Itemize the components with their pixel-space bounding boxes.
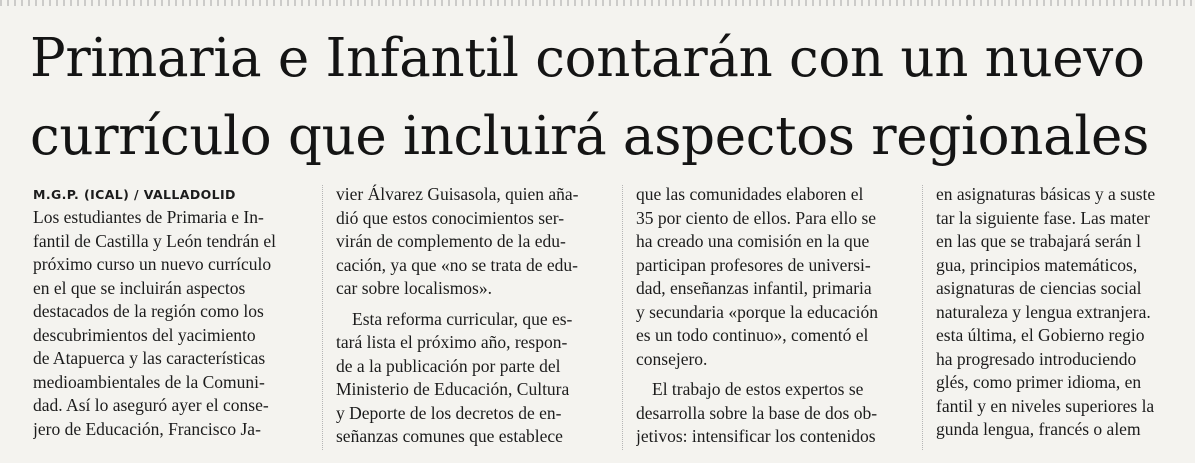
text-line: medioambientales de la Comuni- <box>33 371 265 392</box>
paragraph-gap <box>636 371 921 378</box>
paragraph <box>336 308 621 449</box>
headline-line: Primaria e Infantil contarán con un nuevo <box>30 28 1145 89</box>
text-line: Esta reforma curricular, que es- <box>352 308 573 329</box>
text-line: El trabajo de estos expertos se <box>652 379 864 399</box>
text-line: de Atapuerca y las características <box>33 348 266 368</box>
column-1-body <box>33 206 318 441</box>
text-line: tar la siguiente fase. Las mater <box>936 207 1150 228</box>
article-column-3 <box>636 183 921 453</box>
headline <box>30 20 1195 176</box>
text-line: virán de complemento de la edu- <box>336 231 566 251</box>
text-line: gunda lengua, francés o alem <box>936 419 1141 439</box>
column-3-body <box>636 183 921 449</box>
text-line: dad. Así lo aseguró ayer el conse- <box>33 395 269 415</box>
text-line: participan profesores de universi- <box>636 254 871 275</box>
top-rule <box>0 0 1195 6</box>
paragraph <box>336 183 621 301</box>
text-line: asignaturas de ciencias social <box>936 278 1142 298</box>
paragraph-gap <box>336 301 621 308</box>
paragraph <box>936 183 1195 442</box>
text-line: desarrolla sobre la base de dos ob- <box>636 402 878 423</box>
column-divider <box>622 185 623 450</box>
column-divider <box>922 185 923 450</box>
text-line: consejero. <box>636 348 708 369</box>
text-line: car sobre localismos». <box>336 278 492 298</box>
column-2-body <box>336 183 621 449</box>
text-line: ha creado una comisión en la que <box>636 231 870 251</box>
text-line: fantil y en niveles superiores la <box>936 395 1155 416</box>
column-divider <box>322 185 323 450</box>
text-line: y secundaria «porque la educación <box>636 301 878 322</box>
article-column-1 <box>33 183 318 453</box>
text-line: esta última, el Gobierno regio <box>936 325 1145 345</box>
text-line: es un todo continuo», comentó el <box>636 325 869 345</box>
text-line: en asignaturas básicas y a suste <box>936 184 1156 204</box>
headline-line: currículo que incluirá aspectos regionales <box>30 106 1149 167</box>
text-line: destacados de la región como los <box>33 301 264 321</box>
paragraph <box>636 183 921 371</box>
text-line: fantil de Castilla y León tendrán el <box>33 230 276 251</box>
text-line: glés, como primer idioma, en <box>936 372 1142 392</box>
text-line: vier Álvarez Guisasola, quien aña- <box>336 184 579 204</box>
text-line: en las que se trabajará serán l <box>936 231 1142 251</box>
text-line: en el que se incluirán aspectos <box>33 277 246 298</box>
text-line: próximo curso un nuevo currículo <box>33 254 272 274</box>
text-line: cación, ya que «no se trata de edu- <box>336 254 578 275</box>
text-line: gua, principios matemáticos, <box>936 254 1138 275</box>
text-line: naturaleza y lengua extranjera. <box>936 301 1151 322</box>
text-line: dad, enseñanzas infantil, primaria <box>636 278 872 298</box>
text-line: jero de Educación, Francisco Ja- <box>33 418 261 439</box>
paragraph <box>33 206 318 441</box>
text-line: descubrimientos del yacimiento <box>33 324 256 345</box>
article-column-2 <box>336 183 621 453</box>
column-4-body <box>936 183 1195 442</box>
text-line: que las comunidades elaboren el <box>636 184 864 204</box>
byline: M.G.P. (ICAL) / VALLADOLID <box>33 187 236 202</box>
text-line: de a la publicación por parte del <box>336 355 561 376</box>
text-line: señanzas comunes que establece <box>336 426 563 446</box>
text-line: dió que estos conocimientos ser- <box>336 207 565 228</box>
text-line: tará lista el próximo año, respon- <box>336 332 568 352</box>
text-line: ha progresado introduciendo <box>936 348 1137 369</box>
text-line: 35 por ciento de ellos. Para ello se <box>636 207 877 228</box>
text-line: jetivos: intensificar los contenidos <box>636 426 876 446</box>
text-line: Ministerio de Educación, Cultura <box>336 379 570 399</box>
paragraph <box>636 378 921 449</box>
text-line: y Deporte de los decretos de en- <box>336 402 562 423</box>
text-line: Los estudiantes de Primaria e In- <box>33 207 264 227</box>
article-column-4 <box>936 183 1195 453</box>
